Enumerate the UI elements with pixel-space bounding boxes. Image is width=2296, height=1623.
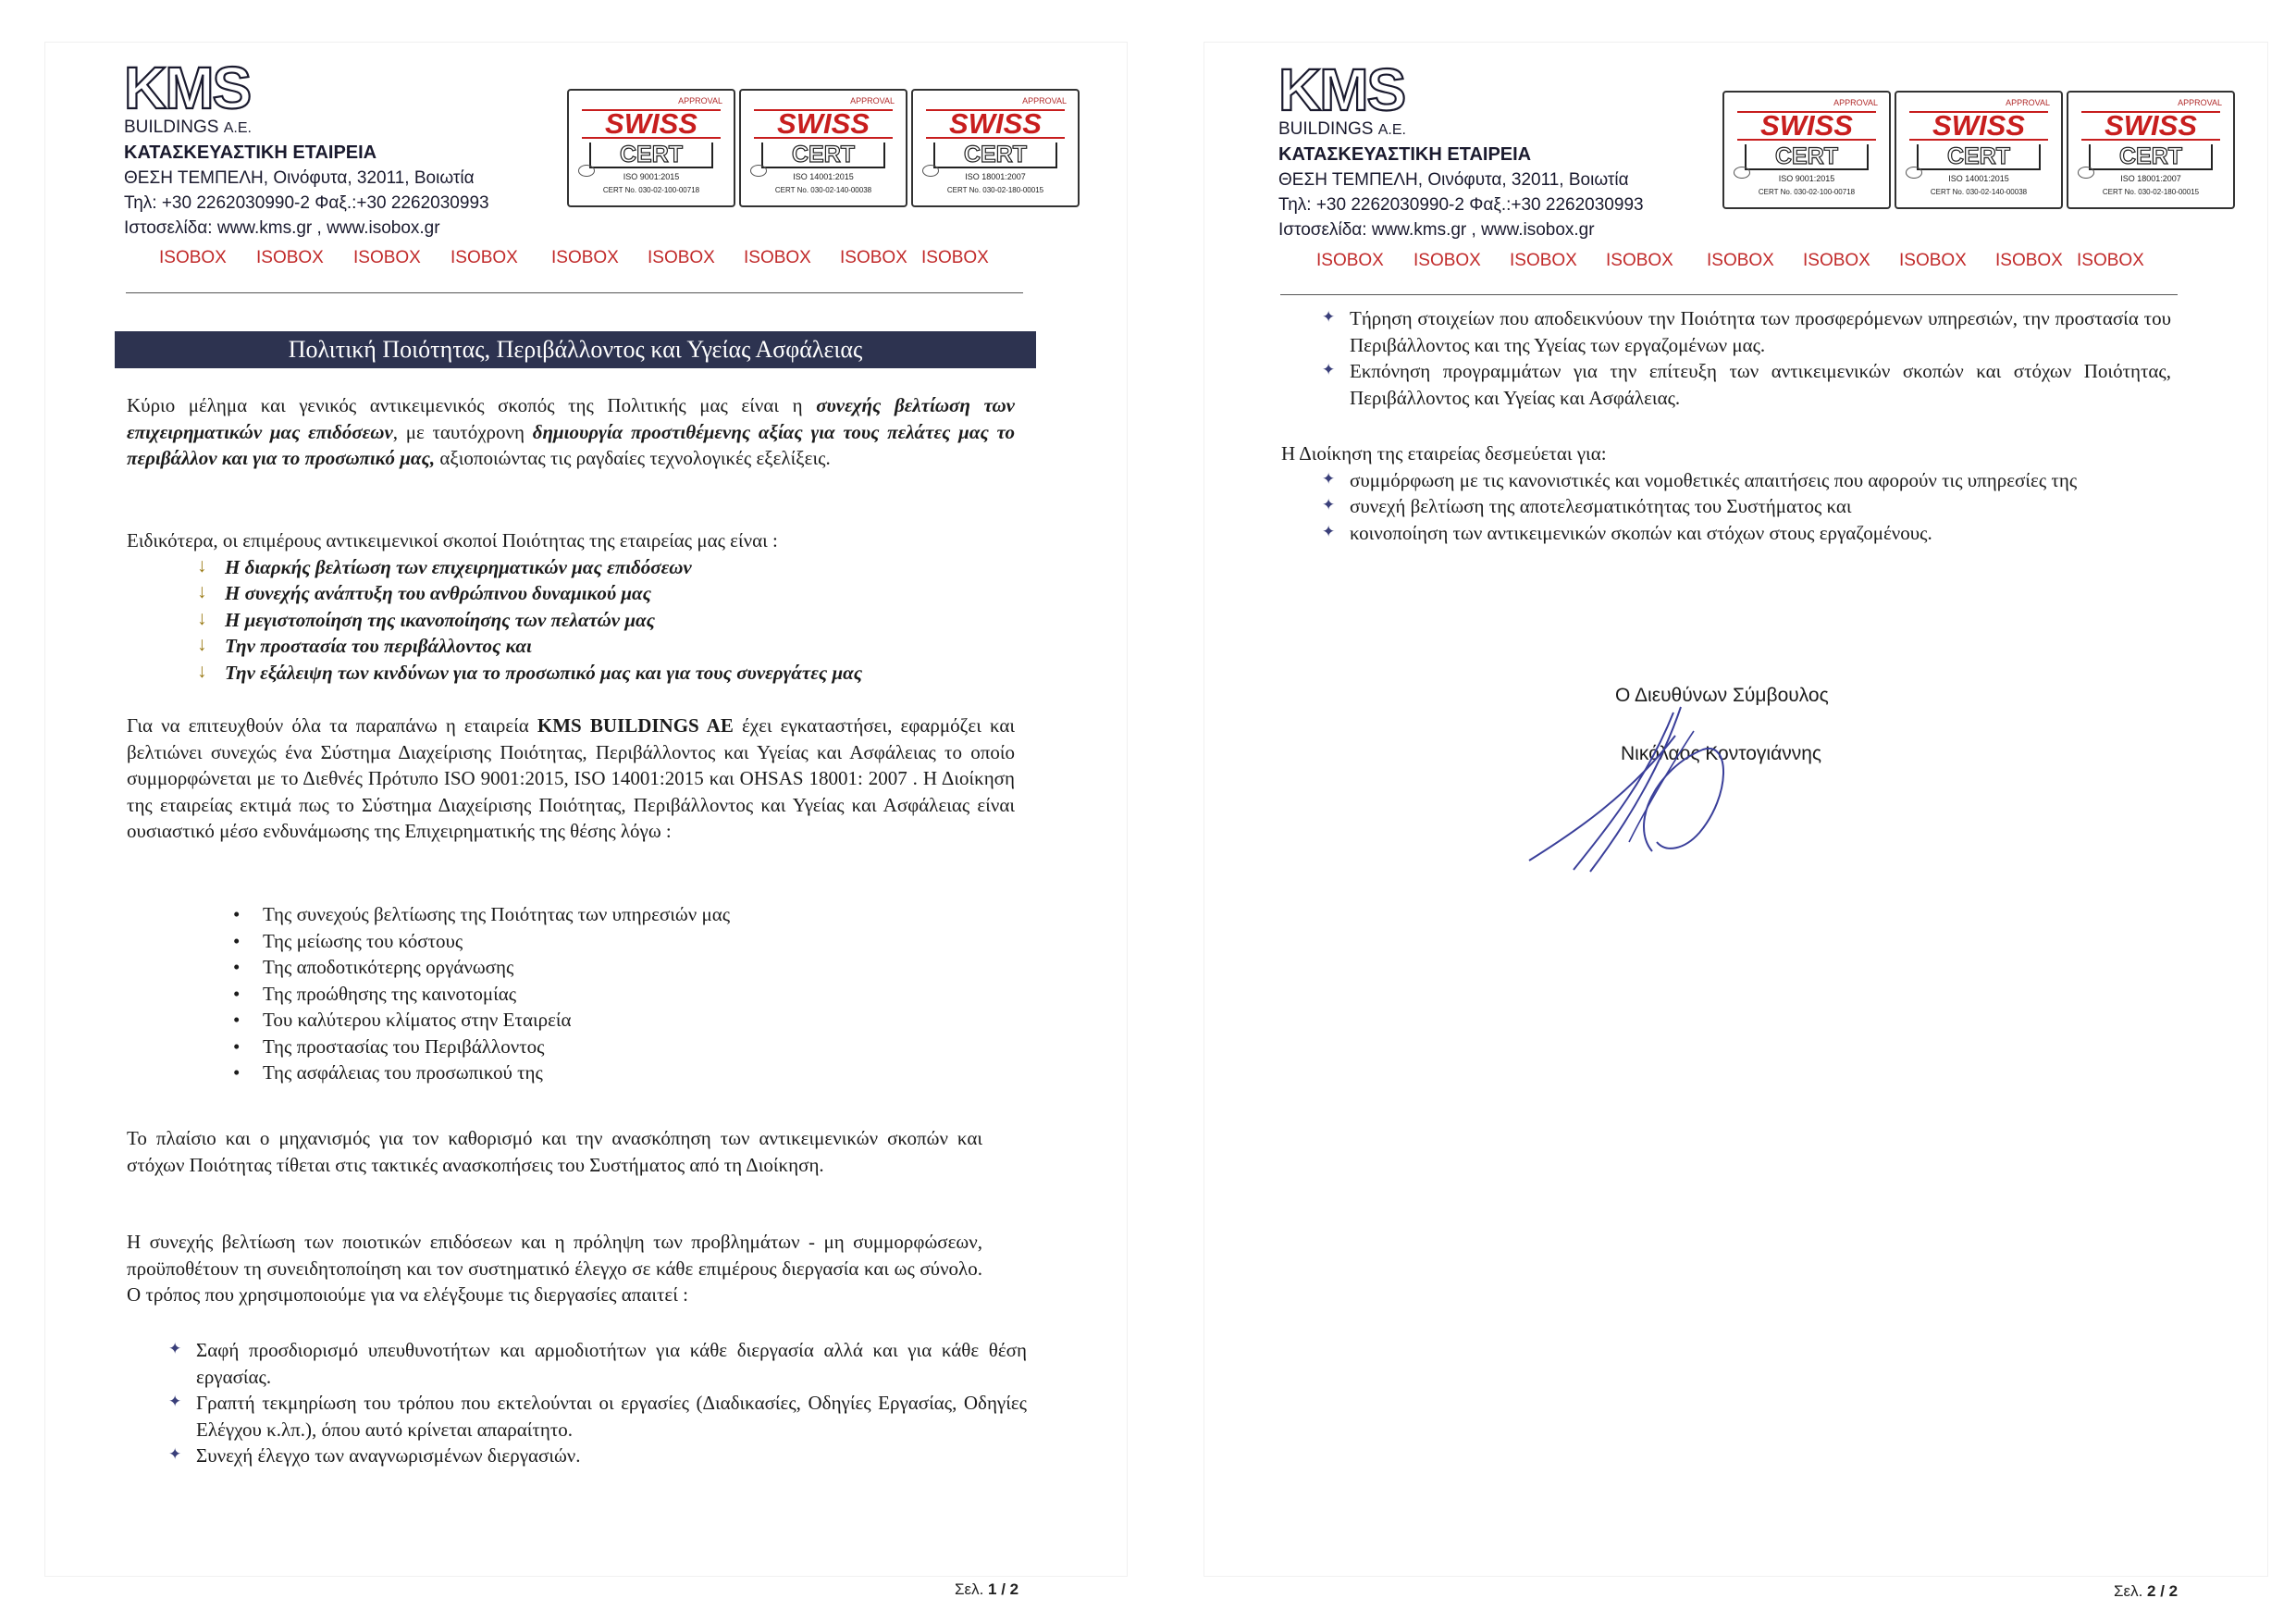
cert-standard: ISO 14001:2015 (793, 172, 854, 181)
brand-strip-item: ISOBOX (1413, 251, 1481, 270)
list-item: • Της μείωσης του κόστους (229, 928, 969, 955)
improvement-paragraph: Η συνεχής βελτίωση των ποιοτικών επιδόσεων και η πρόληψη των προβλημάτων - μη συμμορφώσεων, προϋποθέτουν τη συνειδητοποίηση και τον συστηματικό έλεγχο σε κάθε επιμέρους διεργασία και ως σύνολο. Ο τρόπος που χρησιμοποιούμε για να ελέγξουμε τις διεργασίες απαιτεί : (127, 1231, 982, 1306)
requirements-list (167, 1337, 1027, 1469)
list-item: ↓ Την προστασία του περιβάλλοντος και (191, 633, 1033, 660)
list-item: • Της προώθησης της καινοτομίας (229, 981, 969, 1008)
cert-approval-label: APPROVAL (1833, 98, 1878, 107)
brand-strip-item: ISOBOX (256, 248, 324, 267)
cert-brand-2: CERT (1745, 144, 1869, 170)
brand-strip-item: ISOBOX (451, 248, 518, 267)
reasons-list (229, 901, 969, 1086)
cert-approval-label: APPROVAL (1022, 96, 1067, 105)
cert-brand-2: CERT (761, 142, 885, 168)
list-item: ↓ Η διαρκής βελτίωση των επιχειρηματικών μας επιδόσεων (191, 554, 1033, 581)
cert-approval-label: APPROVAL (2178, 98, 2222, 107)
company-logo-block (124, 55, 489, 241)
cert-approval-label: APPROVAL (678, 96, 722, 105)
header-divider (1280, 294, 2178, 295)
cert-brand: SWISS (2081, 111, 2220, 141)
swiss-cert-badge (1895, 91, 2063, 209)
list-item: ↓ Η συνεχής ανάπτυξη του ανθρώπινου δυναμικού μας (191, 580, 1033, 607)
company-phones: Τηλ: +30 2262030990-2 Φαξ.:+30 2262030993 (124, 193, 489, 213)
list-item: ✦ συμμόρφωση με τις κανονιστικές και νομοθετικές απαιτήσεις που αφορούν τις υπηρεσίες της (1320, 467, 2169, 494)
kms-logo: KMS (124, 55, 251, 121)
cert-number: CERT No. 030-02-100-00718 (1758, 188, 1856, 196)
list-item: • Της ασφάλειας του προσωπικού της (229, 1059, 969, 1086)
brand-strip-item: ISOBOX (1995, 251, 2063, 270)
cert-brand: SWISS (582, 109, 721, 139)
list-item: • Της αποδοτικότερης οργάνωσης (229, 954, 969, 981)
intro-paragraph: Κύριο μέλημα και γενικός αντικειμενικός σκοπός της Πολιτικής μας είναι η συνεχής βελτίωση των επιχειρηματικών μας επιδόσεων, με ταυτόχρονη δημιουργία προστιθέμενης αξίας για τους πελάτες μας το περιβάλλον και για το προσωπικό μας, αξιοποιώντας τις ραγδαίες τεχνολογικές εξελίξεις. (127, 394, 1016, 469)
commitment-intro: Η Διοίκηση της εταιρείας δεσμεύεται για: (1281, 442, 1607, 465)
company-type: ΚΑΤΑΣΚΕΥΑΣΤΙΚΗ ΕΤΑΙΡΕΙΑ (124, 142, 377, 163)
kms-logo: KMS (1278, 56, 1405, 123)
list-item: ✦ συνεχή βελτίωση της αποτελεσματικότητας του Συστήματος και (1320, 493, 2169, 520)
cert-standard: ISO 18001:2007 (2120, 174, 2181, 183)
framework-paragraph: Το πλαίσιο και ο μηχανισμός για τον καθορισμό και την ανασκόπηση των αντικειμενικών σκοπών και στόχων Ποιότητας τίθεται στις τακτικές ανασκοπήσεις του Συστήματος από τη Διοίκηση. (127, 1127, 982, 1176)
brand-strip-item: ISOBOX (551, 248, 619, 267)
brand-strip-item: ISOBOX (1899, 251, 1967, 270)
cert-brand-2: CERT (2089, 144, 2213, 170)
swiss-cert-badge (2067, 91, 2235, 209)
company-address: ΘΕΣΗ ΤΕΜΠΕΛΗ, Οινόφυτα, 32011, Βοιωτία (1278, 170, 1629, 190)
list-item: • Του καλύτερου κλίματος στην Εταιρεία (229, 1007, 969, 1034)
company-address: ΘΕΣΗ ΤΕΜΠΕΛΗ, Οινόφυτα, 32011, Βοιωτία (124, 168, 475, 188)
brand-strip-item: ISOBOX (353, 248, 421, 267)
requirements-continued (1320, 305, 2171, 411)
list-item: ✦ Σαφή προσδιορισμό υπευθυνοτήτων και αρμοδιοτήτων για κάθε διεργασία αλλά και για κάθε θέση εργασίας. (167, 1337, 1027, 1390)
cert-number: CERT No. 030-02-140-00038 (774, 186, 872, 194)
list-item: ↓ Η μεγιστοποίηση της ικανοποίησης των πελατών μας (191, 607, 1033, 634)
brand-strip-item: ISOBOX (1316, 251, 1384, 270)
brand-strip-item: ISOBOX (921, 248, 989, 267)
cert-brand-2: CERT (589, 142, 713, 168)
swiss-cert-badge (1722, 91, 1891, 209)
cert-approval-label: APPROVAL (2006, 98, 2050, 107)
list-item: ✦ Συνεχή έλεγχο των αναγνωρισμένων διεργασιών. (167, 1443, 1027, 1469)
signatory-title: Ο Διευθύνων Σύμβουλος (1615, 685, 1829, 706)
brand-strip-item: ISOBOX (1707, 251, 1774, 270)
swiss-cert-badge (911, 89, 1080, 207)
certificates (567, 89, 1080, 207)
requirements-section (167, 1337, 1027, 1469)
brand-strip-item: ISOBOX (1606, 251, 1673, 270)
brand-strip-item: ISOBOX (159, 248, 227, 267)
cert-number: CERT No. 030-02-100-00718 (602, 186, 700, 194)
company-website: Ιστοσελίδα: www.kms.gr , www.isobox.gr (124, 218, 440, 238)
company-logo-block (1278, 56, 1644, 242)
policy-title-banner: Πολιτική Ποιότητας, Περιβάλλοντος και Υγείας Ασφάλειας (115, 331, 1036, 368)
cert-number: CERT No. 030-02-180-00015 (2102, 188, 2200, 196)
brand-strip-item: ISOBOX (1510, 251, 1577, 270)
header-divider (126, 292, 1023, 293)
cert-standard: ISO 9001:2015 (1778, 174, 1835, 183)
requirements-list (1320, 305, 2171, 411)
page-number: Σελ. 2 / 2 (2114, 1582, 2179, 1600)
objectives-section (127, 527, 1033, 686)
swiss-cert-badge (739, 89, 907, 207)
company-line: BUILDINGS A.E. (1278, 119, 1406, 139)
certificates (1722, 91, 2235, 209)
cert-brand: SWISS (754, 109, 893, 139)
list-item: ✦ κοινοποίηση των αντικειμενικών σκοπών και στόχων στους εργαζομένους. (1320, 520, 2169, 547)
cert-brand: SWISS (1909, 111, 2048, 141)
commitment-section (1281, 440, 2169, 546)
cert-standard: ISO 9001:2015 (623, 172, 680, 181)
brand-strip-item: ISOBOX (2077, 251, 2144, 270)
cert-standard: ISO 18001:2007 (965, 172, 1026, 181)
company-website: Ιστοσελίδα: www.kms.gr , www.isobox.gr (1278, 220, 1595, 240)
cert-brand: SWISS (1737, 111, 1876, 141)
signature-icon (1518, 694, 1777, 879)
commitments-list (1320, 467, 2169, 547)
cert-brand-2: CERT (1917, 144, 2041, 170)
cert-number: CERT No. 030-02-140-00038 (1930, 188, 2028, 196)
signatory-name: Νικόλαος Κοντογιάννης (1621, 743, 1822, 764)
brand-strip-item: ISOBOX (744, 248, 811, 267)
brand-strip-item: ISOBOX (648, 248, 715, 267)
cert-brand-2: CERT (933, 142, 1057, 168)
list-item: ✦ Τήρηση στοιχείων που αποδεικνύουν την Ποιότητα των προσφερόμενων υπηρεσιών, την προστασία του Περιβάλλοντος και της Υγείας των εργαζομένων μας. (1320, 305, 2171, 358)
cert-standard: ISO 14001:2015 (1948, 174, 2009, 183)
company-phones: Τηλ: +30 2262030990-2 Φαξ.:+30 2262030993 (1278, 195, 1644, 215)
company-line: BUILDINGS A.E. (124, 118, 252, 137)
list-item: ✦ Εκπόνηση προγραμμάτων για την επίτευξη των αντικειμενικών σκοπών και στόχων Ποιότητας, Περιβάλλοντος και Υγείας και Ασφάλειας. (1320, 358, 2171, 411)
list-item: • Της προστασίας του Περιβάλλοντος (229, 1034, 969, 1060)
system-paragraph: Για να επιτευχθούν όλα τα παραπάνω η εταιρεία KMS BUILDINGS AE έχει εγκαταστήσει, εφαρμόζει και βελτιώνει συνεχώς ένα Σύστημα Διαχείρισης Ποιότητας, Περιβάλλοντος και Υγείας και Ασφάλειας το οποίο συμμορφώνεται με το Διεθνές Πρότυπο ISO 9001:2015, ISO 14001:2015 και OHSAS 18001: 2007 . Η Διοίκηση της εταιρείας εκτιμά πως το Σύστημα Διαχείρισης Ποιότητας, Περιβάλλοντος και Υγείας και Ασφάλειας είναι ουσιαστικό μέσο ενδυνάμωσης της Επιχειρηματικής της θέσης λόγω : (127, 714, 1015, 842)
objectives-intro: Ειδικότερα, οι επιμέρους αντικειμενικοί σκοποί Ποιότητας της εταιρείας μας είναι : (127, 529, 778, 551)
brand-strip-item: ISOBOX (840, 248, 907, 267)
list-item: ↓ Την εξάλειψη των κινδύνων για το προσωπικό μας και για τους συνεργάτες μας (191, 660, 1033, 687)
cert-brand: SWISS (926, 109, 1065, 139)
brand-strip-item: ISOBOX (1803, 251, 1870, 270)
objectives-list (191, 554, 1033, 687)
cert-number: CERT No. 030-02-180-00015 (946, 186, 1044, 194)
page-number: Σελ. 1 / 2 (955, 1580, 1019, 1598)
swiss-cert-badge (567, 89, 735, 207)
reasons-section (229, 901, 969, 1086)
page-2 (1148, 0, 2296, 1623)
company-type: ΚΑΤΑΣΚΕΥΑΣΤΙΚΗ ΕΤΑΙΡΕΙΑ (1278, 144, 1532, 165)
list-item: • Της συνεχούς βελτίωσης της Ποιότητας των υπηρεσιών μας (229, 901, 969, 928)
list-item: ✦ Γραπτή τεκμηρίωση του τρόπου που εκτελούνται οι εργασίες (Διαδικασίες, Οδηγίες Εργασίας, Οδηγίες Ελέγχου κ.λπ.), όπου αυτό κρίνεται απαραίτητο. (167, 1390, 1027, 1443)
cert-approval-label: APPROVAL (850, 96, 895, 105)
